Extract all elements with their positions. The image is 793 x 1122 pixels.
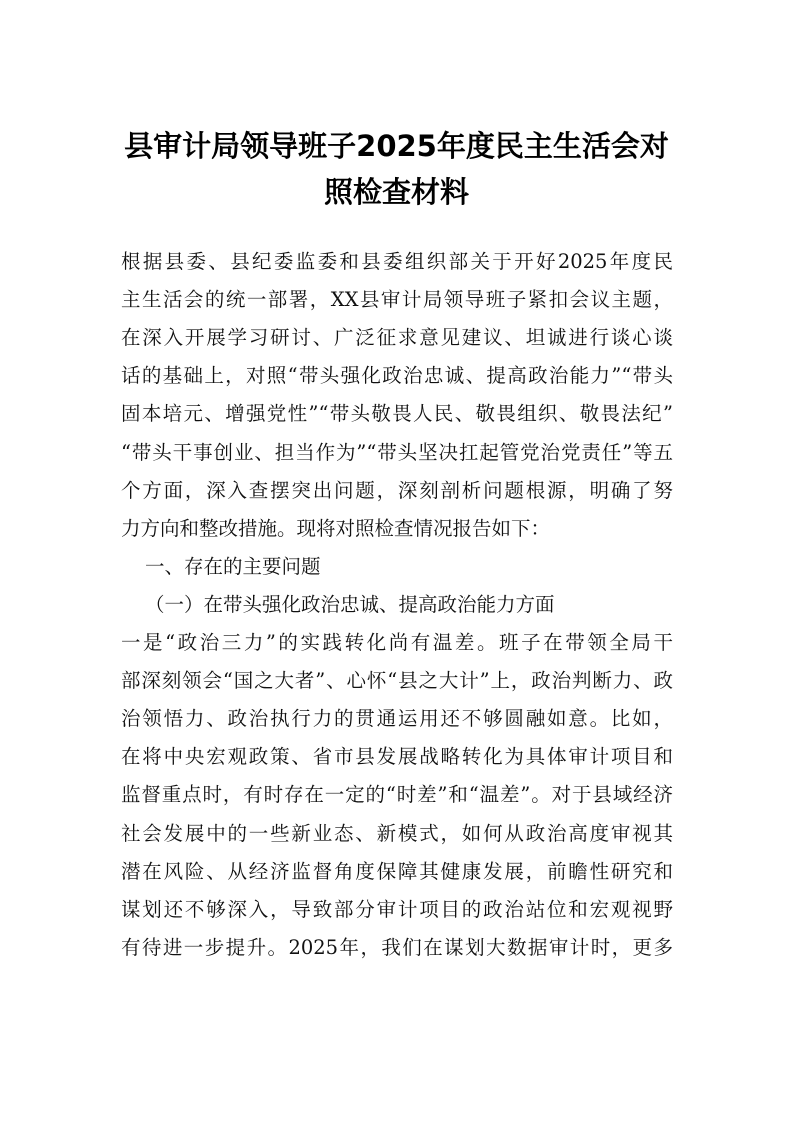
body-text-line: 在将中央宏观政策、省市县发展战略转化为具体审计项目和 [121, 745, 673, 768]
body-text-line: 力方向和整改措施。现将对照检查情况报告如下： [121, 517, 551, 540]
body-text-line: （一）在带头强化政治忠诚、提高政治能力方面 [145, 593, 555, 616]
body-text-line: “带头干事创业、担当作为”“带头坚决扛起管党治党责任”等五 [121, 441, 673, 464]
body-text-line: 潜在风险、从经济监督角度保障其健康发展，前瞻性研究和 [121, 860, 673, 883]
body-text-line: 固本培元、增强党性”“带头敬畏人民、敬畏组织、敬畏法纪” [121, 402, 673, 425]
body-text-line: 主生活会的统一部署，XX县审计局领导班子紧扣会议主题， [121, 288, 673, 311]
body-text-line: 根据县委、县纪委监委和县委组织部关于开好2025年度民 [121, 250, 673, 273]
document-title-line-1: 县审计局领导班子2025年度民主生活会对 [124, 129, 669, 163]
body-text-line: 话的基础上，对照“带头强化政治忠诚、提高政治能力”“带头 [121, 364, 673, 387]
body-text-line: 一是“政治三力”的实践转化尚有温差。班子在带领全局干 [121, 631, 673, 654]
body-text-line: 治领悟力、政治执行力的贯通运用还不够圆融如意。比如， [121, 707, 673, 730]
body-text-line: 一、存在的主要问题 [145, 555, 321, 578]
body-text-line: 谋划还不够深入，导致部分审计项目的政治站位和宏观视野 [121, 898, 673, 921]
body-text-line: 社会发展中的一些新业态、新模式，如何从政治高度审视其 [121, 822, 673, 845]
body-text-line: 有待进一步提升。2025年，我们在谋划大数据审计时，更多 [121, 936, 673, 959]
document-title-line-2: 照检查材料 [323, 175, 469, 209]
body-text-line: 监督重点时，有时存在一定的“时差”和“温差”。对于县域经济 [121, 783, 673, 806]
body-text-line: 在深入开展学习研讨、广泛征求意见建议、坦诚进行谈心谈 [121, 326, 673, 349]
body-text-line: 部深刻领会“国之大者”、心怀“县之大计”上，政治判断力、政 [121, 669, 673, 692]
body-text-line: 个方面，深入查摆突出问题，深刻剖析问题根源，明确了努 [121, 479, 673, 502]
